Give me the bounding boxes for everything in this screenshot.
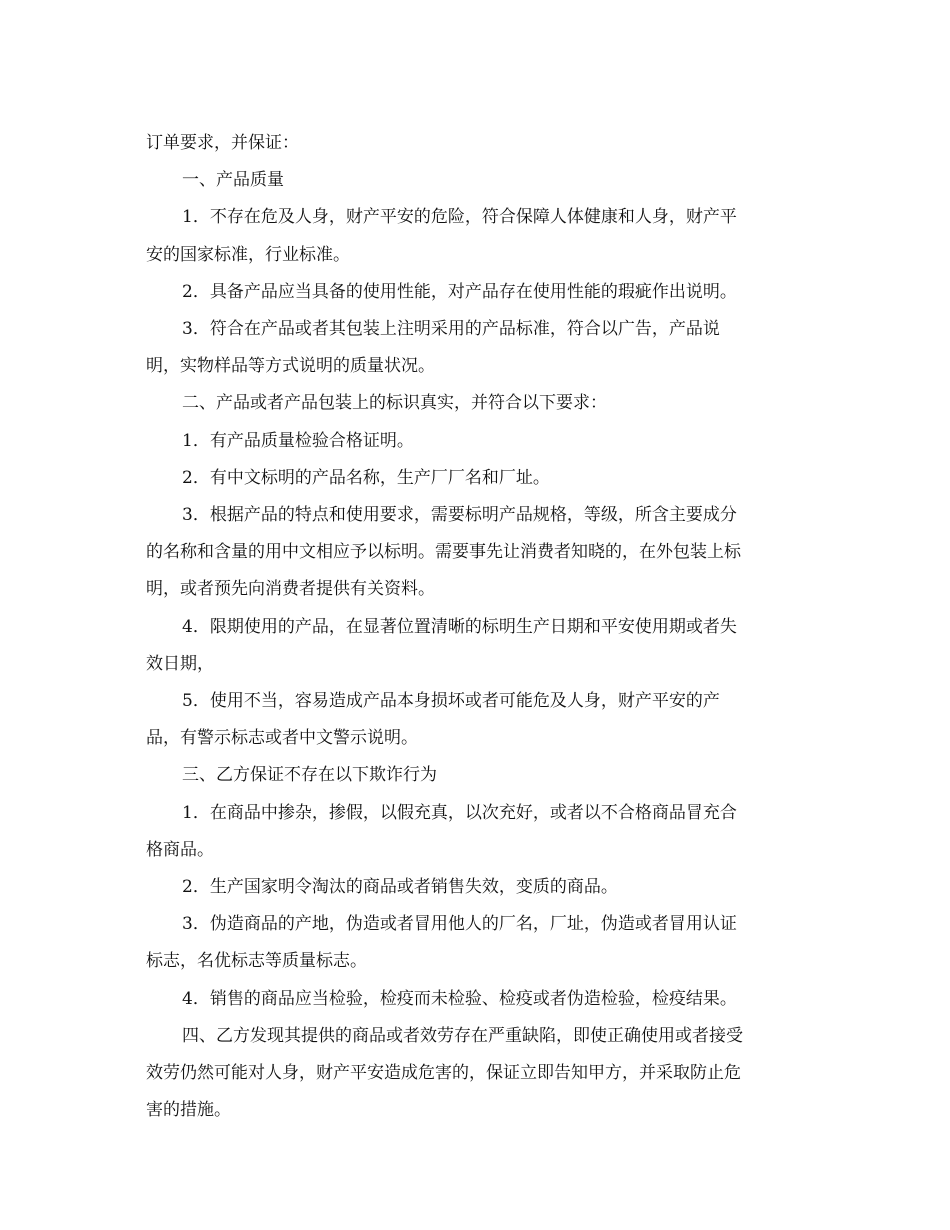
section-heading: 三、乙方保证不存在以下欺诈行为 (182, 765, 437, 786)
text-line: 4．限期使用的产品，在显著位置清晰的标明生产日期和平安使用期或者失 (182, 616, 737, 637)
text-line: 格商品。 (146, 839, 214, 860)
text-line: 品，有警示标志或者中文警示说明。 (146, 728, 418, 749)
text-line: 1．在商品中掺杂，掺假，以假充真，以次充好，或者以不合格商品冒充合 (182, 802, 737, 823)
text-line: 1．有产品质量检验合格证明。 (182, 430, 414, 451)
text-line: 3．伪造商品的产地，伪造或者冒用他人的厂名，厂址，伪造或者冒用认证 (182, 914, 737, 935)
text-line: 1．不存在危及人身，财产平安的危险，符合保障人体健康和人身，财产平 (182, 207, 737, 228)
text-line: 2．有中文标明的产品名称，生产厂厂名和厂址。 (182, 467, 550, 488)
text-line: 害的措施。 (146, 1100, 231, 1121)
section-heading: 四、乙方发现其提供的商品或者效劳存在严重缺陷，即使正确使用或者接受 (182, 1025, 743, 1046)
text-line: 明，或者预先向消费者提供有关资料。 (146, 579, 435, 600)
text-line: 效日期， (146, 653, 214, 674)
text-line: 订单要求，并保证： (146, 133, 299, 153)
text-line: 4．销售的商品应当检验，检疫而未检验、检疫或者伪造检验，检疫结果。 (182, 988, 737, 1009)
document-body (146, 125, 806, 1129)
text-line: 的名称和含量的用中文相应予以标明。需要事先让消费者知晓的，在外包装上标 (146, 542, 741, 563)
text-line: 安的国家标准，行业标准。 (146, 244, 350, 265)
text-line: 5．使用不当，容易造成产品本身损坏或者可能危及人身，财产平安的产 (182, 691, 720, 712)
text-line: 效劳仍然可能对人身，财产平安造成危害的，保证立即告知甲方，并采取防止危 (146, 1063, 741, 1084)
text-line: 明，实物样品等方式说明的质量状况。 (146, 356, 435, 377)
text-line: 2．生产国家明令淘汰的商品或者销售失效，变质的商品。 (182, 877, 618, 898)
section-heading: 一、产品质量 (182, 170, 284, 191)
text-line: 3．符合在产品或者其包装上注明采用的产品标准，符合以广告，产品说 (182, 319, 720, 340)
text-line: 标志，名优标志等质量标志。 (146, 951, 367, 972)
text-line: 2．具备产品应当具备的使用性能，对产品存在使用性能的瑕疵作出说明。 (182, 281, 737, 302)
text-line: 3．根据产品的特点和使用要求，需要标明产品规格，等级，所含主要成分 (182, 505, 737, 526)
section-heading: 二、产品或者产品包装上的标识真实，并符合以下要求： (182, 393, 607, 414)
